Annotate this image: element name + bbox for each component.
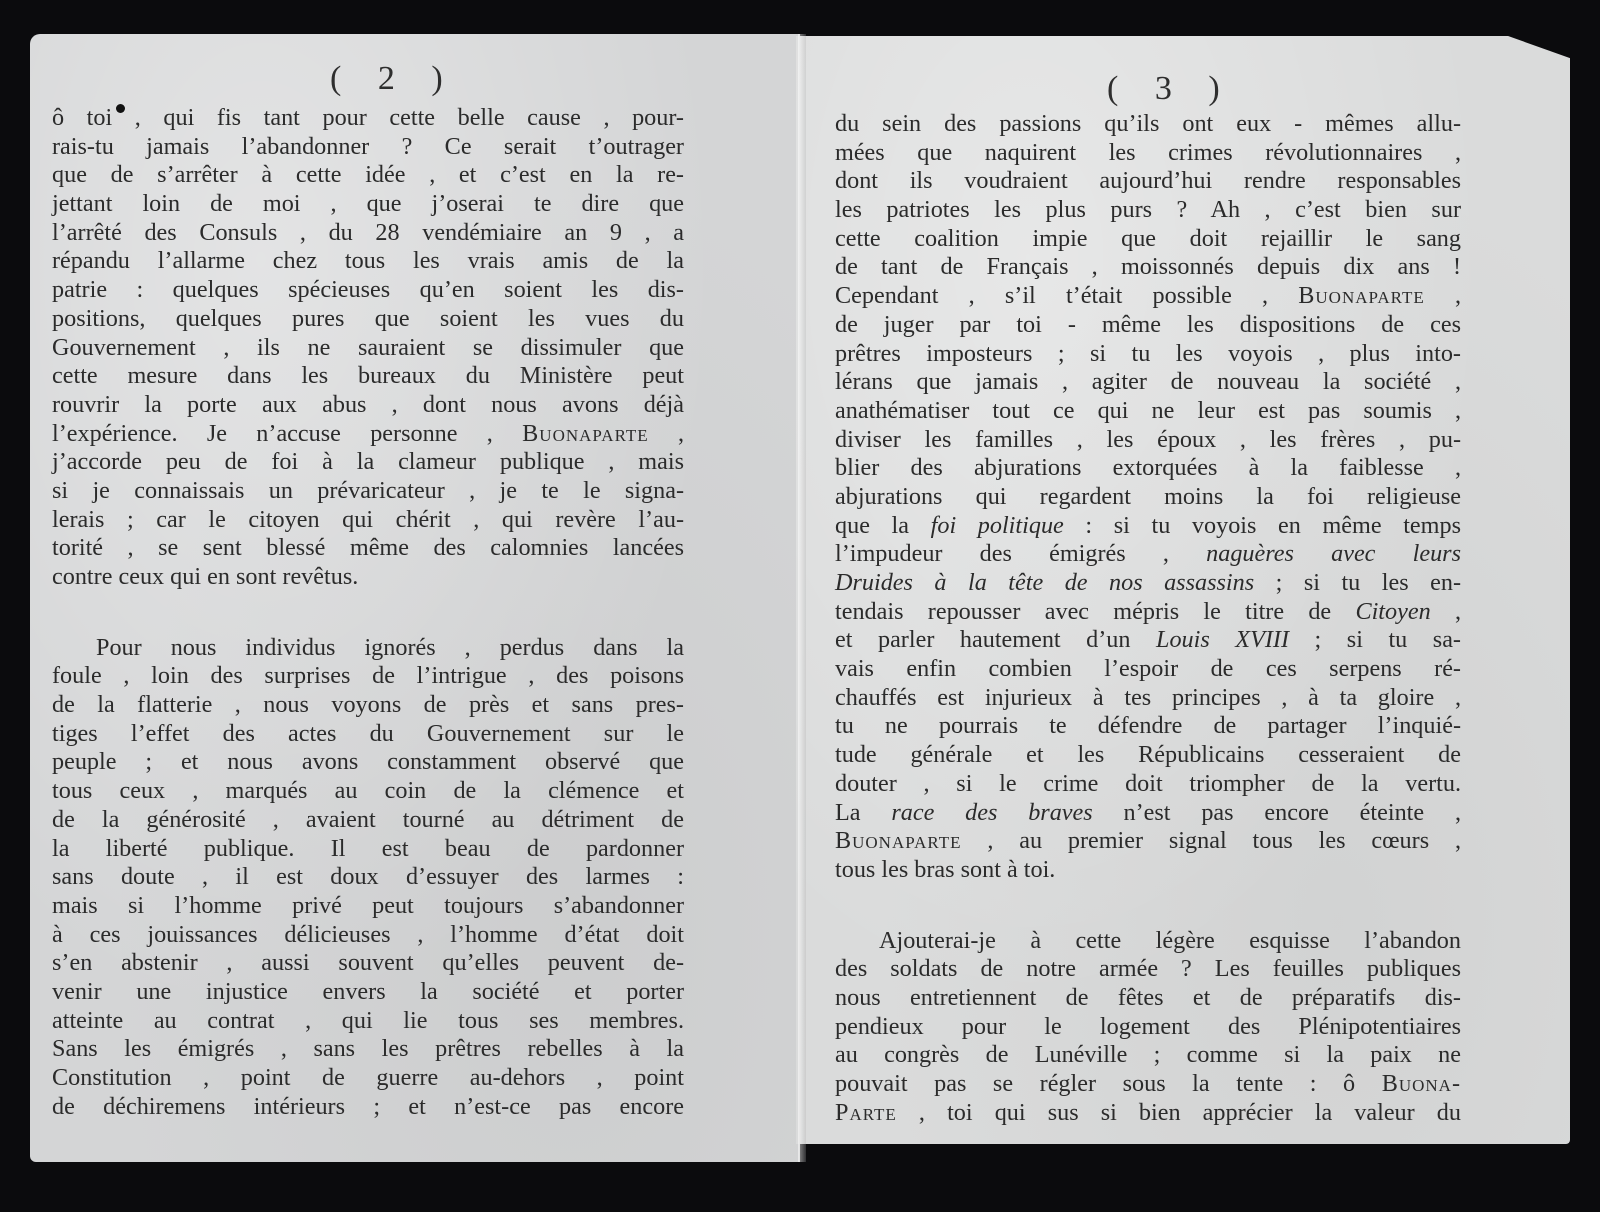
text-line: positions, quelques pures que soient les vues du (52, 304, 684, 332)
text-line: tendais repousser avec mépris le titre de Citoyen , (835, 597, 1462, 625)
text-line: atteinte au contrat , qui lie tous ses membres. (52, 1006, 684, 1034)
text-line: Gouvernement , ils ne sauraient se dissimuler que (52, 333, 684, 361)
text-line: blier des abjurations extorquées à la faiblesse , (835, 454, 1461, 482)
text-line: anathématiser tout ce qui ne leur est pas soumis , (835, 396, 1461, 424)
text-line: patrie : quelques spécieuses qu’en soient les dis- (52, 276, 684, 304)
text-line: ô toi , qui fis tant pour cette belle cause , pour- (52, 104, 684, 131)
text-line: Ajouterai-je à cette légère esquisse l’abandon (879, 926, 1461, 954)
text-line: Parte , toi qui sus si bien apprécier la valeur du (835, 1098, 1461, 1126)
text-line: rais-tu jamais l’abandonner ? Ce serait t’outrager (52, 132, 684, 160)
text-line: diviser les familles , les époux , les frères , pu- (835, 425, 1461, 453)
text-line: l’expérience. Je n’accuse personne , Buonaparte , (52, 419, 684, 447)
text-line: les patriotes les plus purs ? Ah , c’est bien sur (835, 196, 1461, 224)
text-line: Cependant , s’il t’était possible , Buonaparte , (835, 282, 1462, 310)
text-line: de la générosité , avaient tourné au détriment de (52, 805, 684, 833)
text-line: pendieux pour le logement des Plénipotentiaires (835, 1012, 1461, 1040)
paragraph-gap (52, 592, 684, 634)
text-line: tous ceux , marqués au coin de la clémence et (52, 777, 684, 805)
text-line: dont ils voudraient aujourd’hui rendre responsables (835, 167, 1461, 195)
text-line: venir une injustice envers la société et porter (52, 977, 684, 1005)
text-line: Sans les émigrés , sans les prêtres rebelles à la (52, 1035, 684, 1063)
paragraph-gap (835, 885, 1461, 927)
text-line: si je connaissais un prévaricateur , je te le signa- (52, 476, 684, 504)
right-page-number: ( 3 ) (1107, 70, 1234, 107)
text-line: nous entretiennent de fêtes et de préparatifs dis- (835, 983, 1461, 1011)
text-line: l’arrêté des Consuls , du 28 vendémiaire an 9 , a (52, 218, 684, 246)
text-line: rouvrir la porte aux abus , dont nous avons déjà (52, 390, 684, 418)
text-line: sans doute , il est doux d’essuyer des larmes : (52, 863, 684, 891)
text-line: des soldats de notre armée ? Les feuilles publiques (835, 955, 1461, 983)
text-line: contre ceux qui en sont revêtus. (52, 563, 359, 590)
right-paragraph-1 (835, 110, 1461, 885)
text-line: j’accorde peu de foi à la clameur publique , mais (52, 448, 684, 476)
text-line: cette coalition impie que doit rejaillir le sang (835, 224, 1461, 252)
text-line: torité , se sent blessé même des calomnies lancées (52, 534, 684, 562)
text-line: chauffés est injurieux à tes principes , à ta gloire , (835, 683, 1461, 711)
text-line: La race des braves n’est pas encore éteinte , (835, 798, 1461, 826)
text-line: foule , loin des surprises de l’intrigue , des poisons (52, 662, 684, 690)
text-line: tiges l’effet des actes du Gouvernement sur le (52, 719, 684, 747)
text-line: de juger par toi - même les dispositions de ces (835, 310, 1461, 338)
text-line: et parler hautement d’un Louis XVIII ; si tu sa- (835, 626, 1461, 654)
text-line: lérans que jamais , agiter de nouveau la société , (835, 368, 1461, 396)
text-line: à ces jouissances délicieuses , l’homme d’état doit (52, 920, 684, 948)
text-line: lerais ; car le citoyen qui chérit , qui revère l’au- (52, 505, 684, 533)
text-line: la liberté publique. Il est beau de pardonner (52, 834, 684, 862)
text-line: que de s’arrêter à cette idée , et c’est en la re- (52, 161, 684, 189)
text-line: que la foi politique : si tu voyois en même temps (835, 511, 1461, 539)
left-page-body (52, 104, 684, 1121)
text-line: tous les bras sont à toi. (835, 855, 1056, 883)
text-line: de tant de Français , moissonnés depuis dix ans ! (835, 253, 1461, 281)
text-line: répandu l’allarme chez tous les vrais amis de la (52, 247, 684, 275)
text-line: de déchiremens intérieurs ; et n’est-ce pas encore (52, 1092, 684, 1120)
text-line: tude générale et les Républicains cesseraient de (835, 741, 1461, 769)
text-line: cette mesure dans les bureaux du Ministère peut (52, 362, 684, 390)
text-line: au congrès de Lunéville ; comme si la paix ne (835, 1041, 1461, 1069)
text-line: Pour nous individus ignorés , perdus dans la (96, 633, 684, 661)
text-line: Constitution , point de guerre au-dehors , point (52, 1064, 684, 1091)
text-line: mais si l’homme privé peut toujours s’abandonner (52, 891, 684, 919)
text-line: du sein des passions qu’ils ont eux - mêmes allu- (835, 110, 1461, 137)
text-line: abjurations qui regardent moins la foi religieuse (835, 482, 1461, 510)
text-line: l’impudeur des émigrés , naguères avec leurs (835, 540, 1461, 568)
left-paragraph-1 (52, 104, 684, 592)
text-line: mées que naquirent les crimes révolutionnaires , (835, 138, 1461, 166)
left-page-number: ( 2 ) (330, 60, 457, 97)
text-line: tu ne pourrais te défendre de partager l’inquié- (835, 712, 1461, 740)
right-paragraph-2 (835, 927, 1461, 1128)
text-line: peuple ; et nous avons constamment observé que (52, 748, 684, 776)
right-page-body (835, 110, 1461, 1127)
text-line: de la flatterie , nous voyons de près et sans pres- (52, 691, 684, 719)
page-fold-gutter (798, 34, 806, 1162)
left-paragraph-2 (52, 634, 684, 1122)
text-line: vais enfin combien l’espoir de ces serpens ré- (835, 655, 1461, 683)
text-line: s’en abstenir , aussi souvent qu’elles peuvent de- (52, 949, 684, 977)
text-line: Druides à la tête de nos assassins ; si tu les en- (835, 569, 1461, 596)
text-line: douter , si le crime doit triompher de la vertu. (835, 769, 1461, 797)
text-line: Buonaparte , au premier signal tous les cœurs , (835, 827, 1461, 855)
text-line: prêtres imposteurs ; si tu les voyois , plus into- (835, 339, 1461, 367)
text-line: pouvait pas se régler sous la tente : ô Buona- (835, 1070, 1461, 1097)
text-line: jettant loin de moi , que j’oserai te dire que (52, 190, 684, 218)
